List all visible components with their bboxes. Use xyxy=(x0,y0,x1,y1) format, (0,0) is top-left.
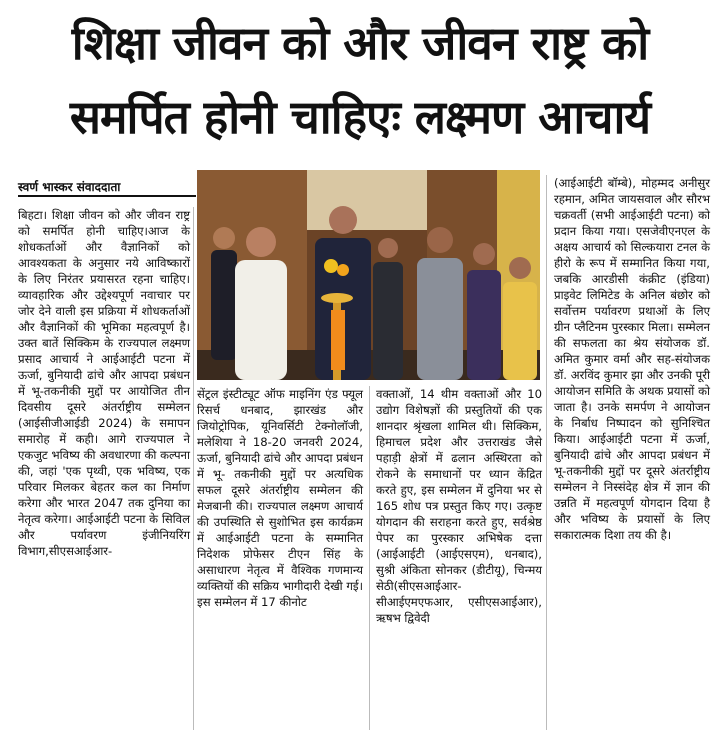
headline-line-1: शिक्षा जीवन को और जीवन राष्ट्र को xyxy=(71,16,649,70)
column-2-text: सेंट्रल इंस्टीट्यूट ऑफ माइनिंग एंड फ्यूल रिसर्च धनबाद, झारखंड और जियोट्रोपिक, यूनिवर्सिटी टेक्नोलॉजी, मलेशिया ने 18-20 जनवरी 2024, ऊर्जा, बुनियादी ढांचे और आपदा प्रबंधन में भू- तकनीकी मुद्दों पर अत्यधिक सफल दूसरे अंतर्राष्ट्रीय सम्मेलन की मेजबानी की। राज्यपाल लक्ष्मण आचार्य की उपस्थिति से सुशोभित इस कार्यक्रम में आईआईटी पटना के सम्मानित निदेशक प्रोफेसर टीएन सिंह के असाधारण नेतृत्व में वैश्विक गणमान्य व्यक्तियों की सक्रिय भागीदारी देखी गई। इस सम्मेलन में 17 कीनोट xyxy=(197,387,363,609)
column-1-text: बिहटा। शिक्षा जीवन को और जीवन राष्ट्र को समर्पित होनी चाहिए।आज के शोधकर्ताओं और वैज्ञानिकों को आवश्यकता के अनुसार नये आविष्कारों के लिए निरंतर प्रयासरत रहना चाहिए। व्यावहारिक और उद्देश्यपूर्ण नवाचार पर जोर देने वाली इस प्रक्रिया में शोधकर्ताओं और वैज्ञानिकों की भूमिका महत्वपूर्ण है। उक्त बातें सिक्किम के राज्यपाल लक्ष्मण प्रसाद आचार्य ने आईआईटी पटना में ऊर्जा, बुनियादी ढांचे और आपदा प्रबंधन में भू-तकनीकी मुद्दों पर आयोजित तीन दिवसीय दूसरे अंतर्राष्ट्रीय सम्मेलन (आईसीजीआईडी 2024) के समापन समारोह में कही। आगे राज्यपाल ने एकजुट भविष्य की अवधारणा की कल्पना की, जहां 'एक पृथ्वी, एक भविष्य, एक परिवार मिलकर बेहतर कल का निर्माण करेगा और भारत 2047 तक दुनिया का नेतृत्व करेगा। आईआईटी पटना के सिविल और पर्यावरण इंजीनियरिंग विभाग,सीएसआईआर- xyxy=(18,208,190,558)
column-4-text: (आईआईटी बॉम्बे), मोहम्मद अनीसुर रहमान, अमित जायसवाल और सौरभ चक्रवर्ती (सभी आईआईटी पटना) को प्रदान किया गया। एसजेवीएनएल के अक्षय आचार्य को सिल्कयारा टनल के हीरो के रूप में सम्मानित किया गया, जबकि आरडीसी कंक्रीट (इंडिया) प्राइवेट लिमिटेड के अनिल बंछोर को सर्वोत्तम पर्यावरण प्रथाओं के लिए ग्रीन प्लैटिनम पुरस्कार मिला। सम्मेलन की सफलता का श्रेय संयोजक डॉ. अमित कुमार वर्मा और सह-संयोजक डॉ. अरविंद कुमार झा और उनकी पूरी आयोजन समिति के अथक प्रयासों को जाता है। उनके समर्पण ने आयोजन के निर्बाध निष्पादन को सुनिश्चित किया। आईआईटी पटना में ऊर्जा, बुनियादी ढांचे और आपदा प्रबंधन में भू-तकनीकी मुद्दों पर दूसरे अंतर्राष्ट्रीय सम्मेलन ने निस्संदेह क्षेत्र में ज्ञान की उन्नति में महत्वपूर्ण योगदान दिया है और भविष्य के प्रयासों के लिए सकारात्मक दिशा तय की है। xyxy=(554,176,710,542)
article-column-1 xyxy=(18,207,190,559)
article-column-2 xyxy=(197,386,363,610)
column-3-text: वक्ताओं, 14 थीम वक्ताओं और 10 उद्योग विशेषज्ञों की प्रस्तुतियों की एक शानदार श्रृंखला शामिल थी। सिक्किम, हिमाचल प्रदेश और उत्तराखंड जैसे पहाड़ी क्षेत्रों में ढलान अस्थिरता को रोकने के समाधानों पर ध्यान केंद्रित करते हुए, इस सम्मेलन में दुनिया भर से 165 शोध पत्र प्रस्तुत किए गए। उत्कृष्ट योगदान की सराहना करते हुए, सर्वश्रेष्ठ पेपर का पुरस्कार अभिषेक दत्ता (आईआईटी (आईएसएम), धनबाद), सुश्री अंकिता सोनकर (डीटीयू), चिन्मय सेठी(सीएसआईआर- सीआईएमएफआर, एसीएसआईआर), ऋषभ द्विवेदी xyxy=(376,387,542,625)
column-divider xyxy=(546,175,547,730)
byline: स्वर्ण भास्कर संवाददाता xyxy=(18,180,121,194)
article-column-3 xyxy=(376,386,542,626)
event-photo-illustration xyxy=(197,170,540,380)
column-divider xyxy=(369,386,370,730)
headline-line-2: समर्पित होनी चाहिएः लक्ष्मण आचार्य xyxy=(69,90,651,144)
article-column-4 xyxy=(554,175,710,543)
byline-rule xyxy=(18,195,196,197)
column-divider xyxy=(193,207,194,730)
event-photo xyxy=(197,170,540,380)
